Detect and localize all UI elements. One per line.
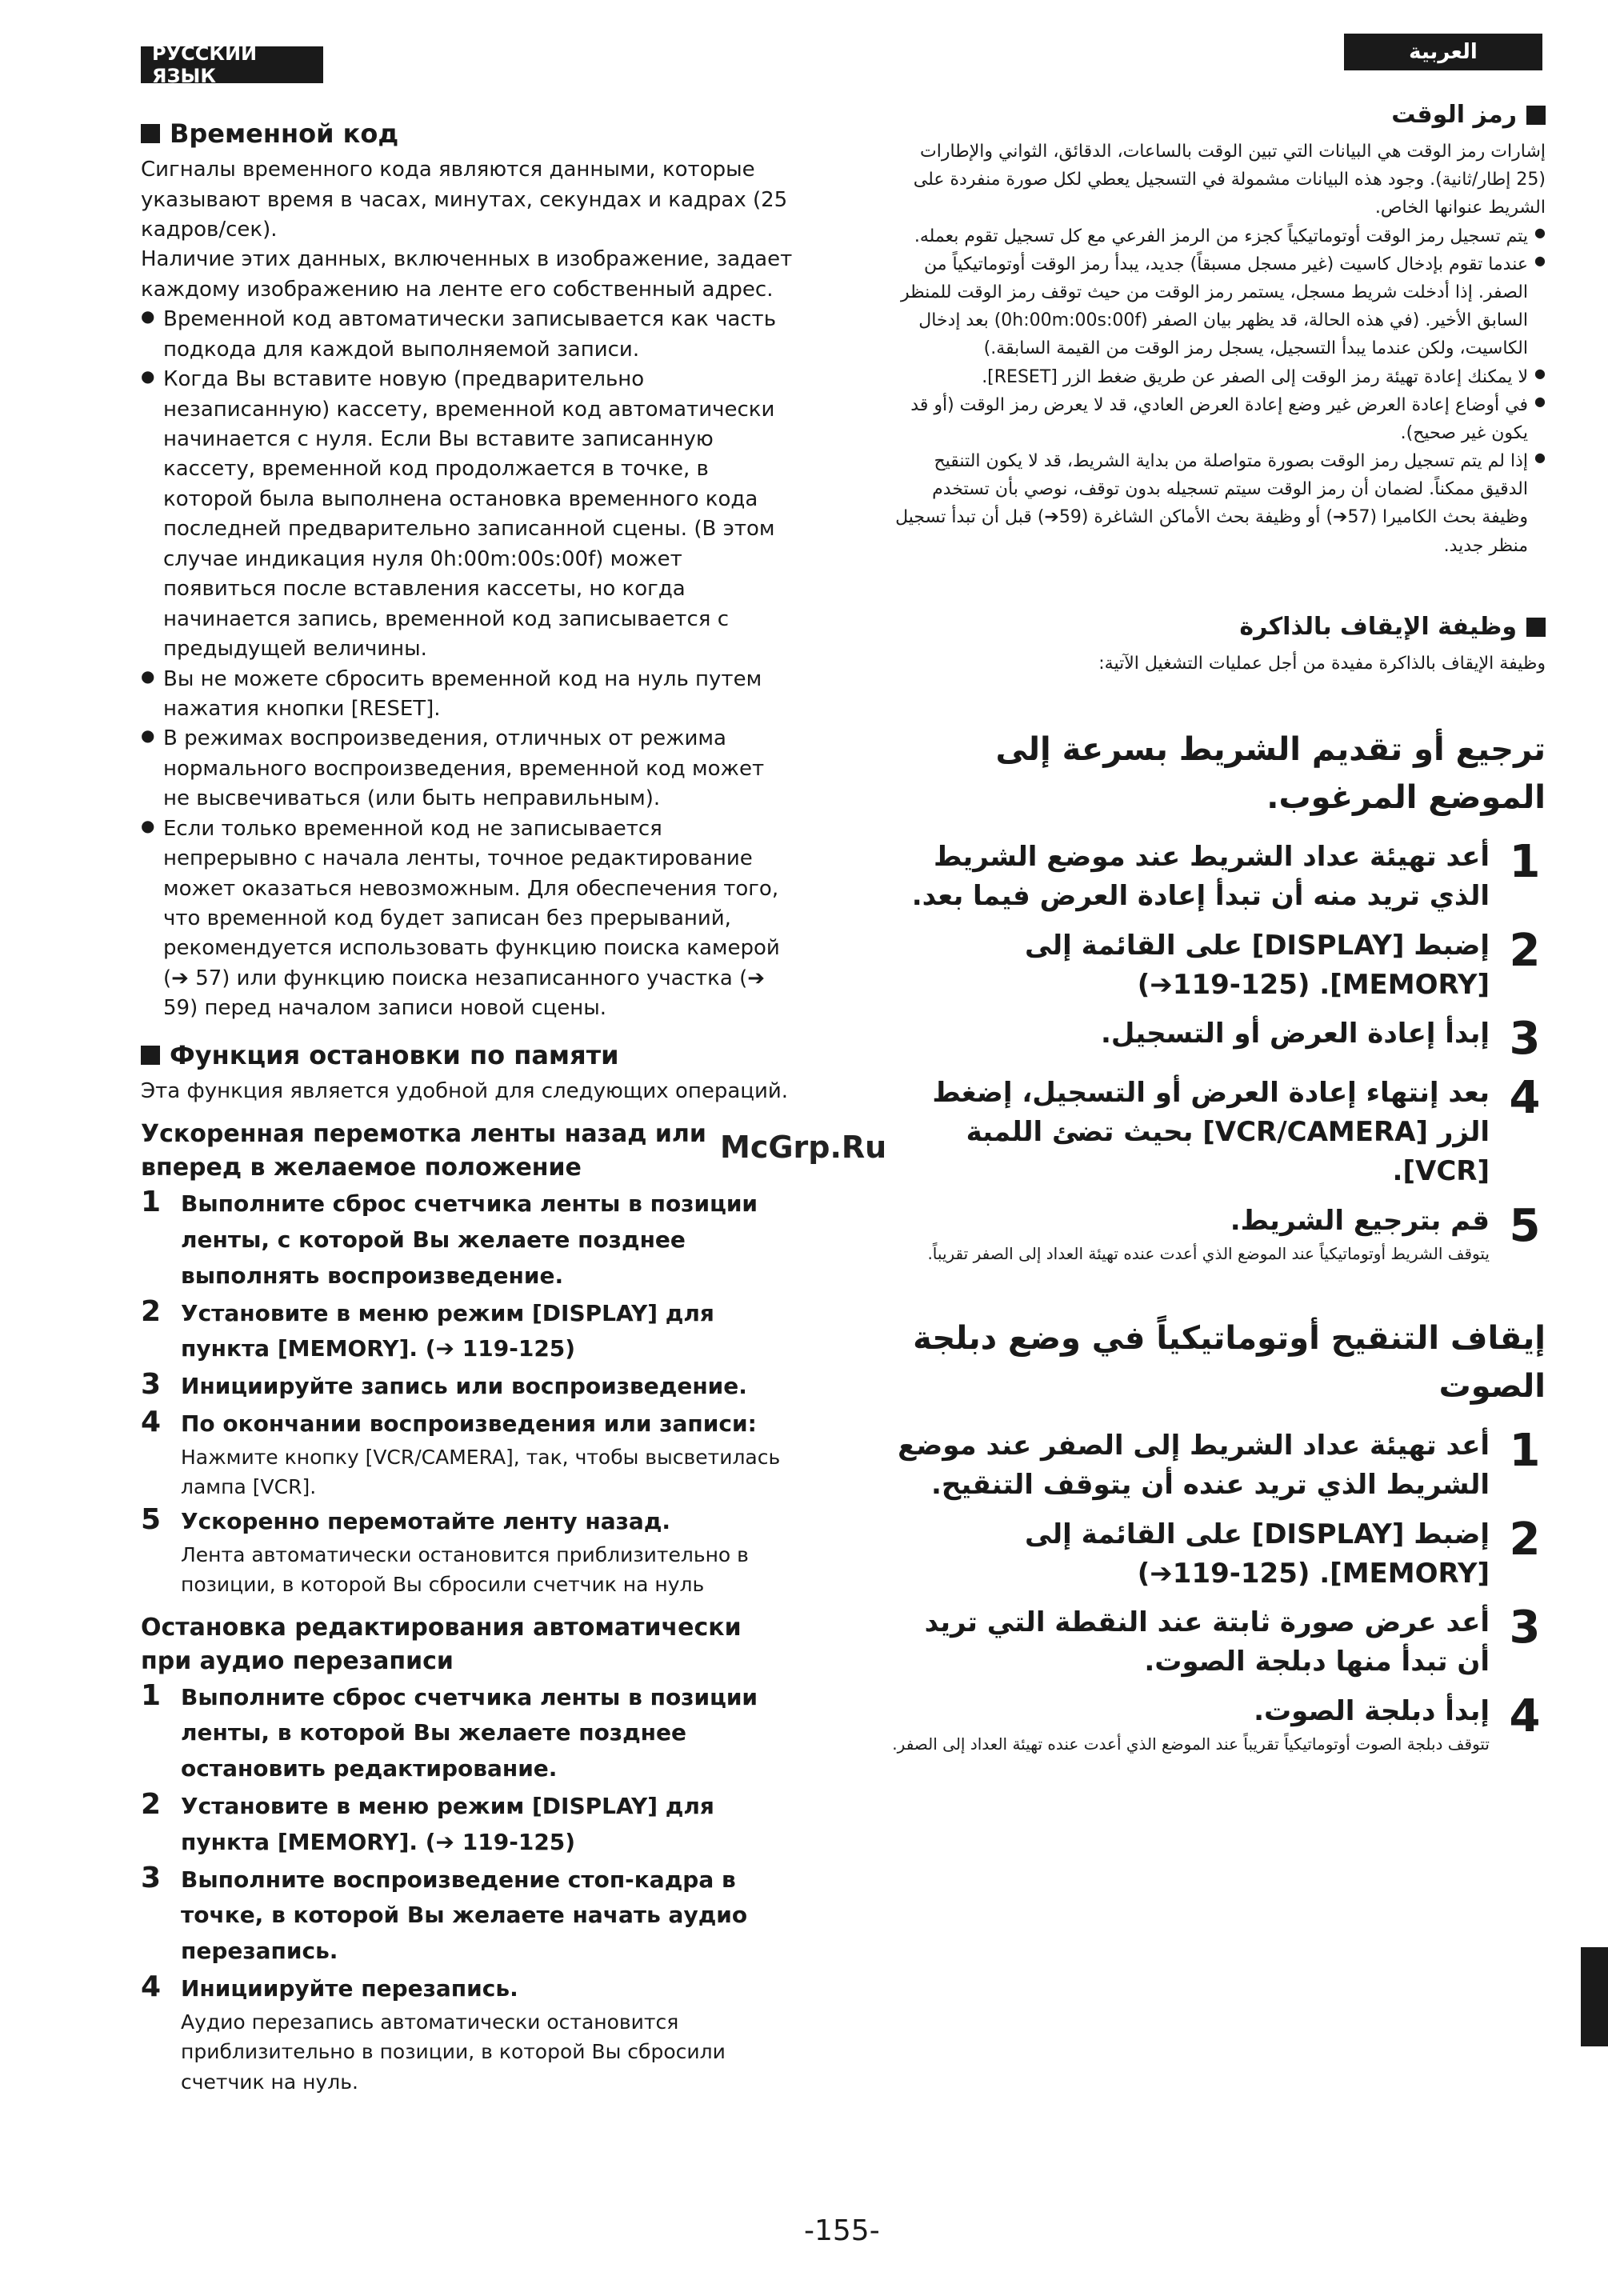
bullet-list — [888, 222, 1546, 560]
step-text: Установите в меню режим [DISPLAY] для пункта [MEMORY]. (➔ 119-125) — [181, 1793, 714, 1855]
language-tag-russian: РУССКИЙ ЯЗЫК — [141, 46, 323, 83]
step-number: 1 — [1509, 836, 1541, 888]
step-number: 3 — [1509, 1602, 1541, 1654]
step-text: Ускоренно перемотайте ленту назад. — [181, 1507, 671, 1534]
step-item — [888, 838, 1546, 917]
section-heading-time-code — [141, 115, 794, 152]
step-text: بعد إنتهاء إعادة العرض أو التسجيل، إضغط الزر [VCR/CAMERA] بحيث تضئ اللمبة [VCR]. — [932, 1076, 1490, 1188]
subsection-title: ترجيع أو تقديم الشريط بسرعة إلى الموضع المرغوب. — [995, 731, 1546, 816]
step-note: Лента автоматически остановится приблизительно в позиции, в которой Вы сбросили счетчик на нуль — [181, 1542, 749, 1597]
step-item — [888, 1199, 1546, 1266]
step-number: 4 — [1509, 1071, 1541, 1124]
step-item — [141, 1680, 794, 1787]
step-text: По окончании воспроизведения или записи: — [181, 1410, 757, 1438]
step-text: إضبط [DISPLAY] على القائمة إلى [MEMORY]. (119-125➔) — [1024, 929, 1490, 1001]
square-bullet-icon — [141, 124, 160, 143]
square-bullet-icon — [1526, 618, 1546, 637]
step-item — [141, 1406, 794, 1502]
step-note: تتوقف دبلجة الصوت أوتوماتيكياً تقريباً عند الموضع الذي أعدت عنده تهيئة العداد إلى الصفر. — [892, 1734, 1490, 1754]
step-number: 2 — [1509, 924, 1541, 977]
step-note: Аудио перезапись автоматически остановится приблизительно в позиции, в которой Вы сбросили счетчик на нуль. — [181, 2010, 726, 2094]
bullet-item: ● يتم تسجيل رمز الوقت أوتوماتيكياً كجزء من الرمز الفرعي مع كل تسجيل تقوم بعمله. — [888, 222, 1546, 250]
step-text: Выполните сброс счетчика ленты в позиции ленты, в которой Вы желаете позднее остановить редактирование. — [181, 1683, 758, 1782]
step-text: إبدأ دبلجة الصوت. — [1254, 1694, 1490, 1727]
step-text: أعد تهيئة عداد الشريط عند موضع الشريط الذي تريد منه أن تبدأ إعادة العرض فيما بعد. — [911, 841, 1490, 913]
step-text: إضبط [DISPLAY] على القائمة إلى [MEMORY]. (119-125➔) — [1024, 1518, 1490, 1590]
step-note: يتوقف الشريط أوتوماتيكياً عند الموضع الذي أعدت عنده تهيئة العداد إلى الصفر تقريباً. — [927, 1243, 1490, 1263]
step-number: 5 — [1509, 1199, 1541, 1252]
subsection-title: Ускоренная перемотка ленты назад или вперед в желаемое положение — [141, 1120, 706, 1182]
step-number: 2 — [141, 1788, 162, 1822]
paragraph: وظيفة الإيقاف بالذاكرة مفيدة من أجل عمليات التشغيل الآتية: — [1098, 653, 1546, 674]
step-number: 1 — [1509, 1424, 1541, 1477]
bullet-item: ● لا يمكنك إعادة تهيئة رمز الوقت إلى الصفر عن طريق ضغط الزر [RESET]. — [888, 363, 1546, 391]
page-number: -155- — [804, 2214, 880, 2247]
step-item — [141, 1186, 794, 1294]
square-bullet-icon — [141, 1046, 160, 1065]
paragraph: Наличие этих данных, включенных в изображение, задает каждому изображению на ленте его собственный адрес. — [141, 247, 793, 302]
bullet-item: ● في أوضاع إعادة العرض غير وضع إعادة العرض العادي، قد لا يعرض رمز الوقت (أو قد يكون غير صحيح). — [888, 391, 1546, 447]
section-title: Функция остановки по памяти — [170, 1039, 619, 1070]
step-item — [141, 1971, 794, 2097]
section-edge-marker — [1581, 1947, 1608, 2046]
step-text: أعد تهيئة عداد الشريط إلى الصفر عند موضع الشريط الذي تريد عنده أن يتوقف التنقيح. — [898, 1429, 1490, 1502]
steps-list — [141, 1680, 794, 2098]
section-title: رمز الوقت — [1391, 101, 1517, 129]
bullet-item: ● Временной код автоматически записывается как часть подкода для каждой выполняемой записи. — [141, 305, 794, 365]
section-heading-time-code-ar — [888, 96, 1546, 134]
step-number: 4 — [1509, 1690, 1541, 1742]
paragraph: إشارات رمز الوقت هي البيانات التي تبين الوقت بالساعات، الدقائق، الثواني والإطارات (25 إطار/ثانية). وجود هذه البيانات مشمولة في التسجيل يعطي لكل صورة منفردة على الشريط عنوانها الخاص. — [913, 142, 1546, 218]
step-item — [888, 1426, 1546, 1506]
step-item — [888, 1071, 1546, 1192]
step-item — [141, 1504, 794, 1600]
step-item — [888, 926, 1546, 1006]
step-number: 4 — [141, 1406, 162, 1439]
steps-list — [141, 1186, 794, 1599]
bullet-item: ● Если только временной код не записывается непрерывно с начала ленты, точное редактирование может оказаться невозможным. Для обеспечения того, что временной код будет записан без прерываний, рекомендуется использовать функцию поиска камерой (➔ 57) или функцию поиска незаписанного участка (➔ 59) перед началом записи новой сцены. — [141, 814, 794, 1024]
step-number: 5 — [141, 1502, 162, 1536]
step-number: 1 — [141, 1186, 162, 1219]
arabic-column — [888, 96, 1546, 1766]
step-item — [141, 1369, 794, 1405]
step-item — [141, 1296, 794, 1368]
section-heading-memory-stop-ar — [888, 608, 1546, 646]
steps-list — [888, 838, 1546, 1266]
step-number: 1 — [141, 1678, 162, 1712]
step-number: 3 — [141, 1861, 162, 1894]
step-item — [888, 1515, 1546, 1594]
section-title: Временной код — [170, 118, 399, 149]
step-number: 2 — [1509, 1513, 1541, 1566]
step-text: Выполните воспроизведение стоп-кадра в точке, в которой Вы желаете начать аудио перезапись. — [181, 1866, 748, 1965]
steps-list — [888, 1426, 1546, 1757]
watermark: McGrp.Ru — [720, 1130, 887, 1165]
bullet-item: ● إذا لم يتم تسجيل رمز الوقت بصورة متواصلة من بداية الشريط، قد لا يكون التنقيح الدقيق ممكناً. لضمان أن رمز الوقت سيتم تسجيله بدون توقف، نوصي بأن تستخدم وظيفة بحث الكاميرا (57➔) أو وظيفة بحث الأماكن الشاغرة (59➔) قبل أن تبدأ تسجيل منظر جديد. — [888, 447, 1546, 560]
step-number: 2 — [141, 1294, 162, 1328]
paragraph: Сигналы временного кода являются данными, которые указывают время в часах, минутах, секундах и кадрах (25 кадров/сек). — [141, 158, 788, 242]
bullet-item: ● Когда Вы вставите новую (предварительно незаписанную) кассету, временной код автоматически начинается с нуля. Если Вы вставите записанную кассету, временной код продолжается в точке, в которой была выполнена остановка временного кода последней предварительно записанной сцены. (В этом случае индикация нуля 0h:00m:00s:00f) может появиться после вставления кассеты, но когда начинается запись, временной код записывается с предыдущей величины. — [141, 365, 794, 664]
step-text: إبدأ إعادة العرض أو التسجيل. — [1100, 1018, 1490, 1050]
step-number: 4 — [141, 1970, 162, 2004]
subsection-title: إيقاف التنقيح أوتوماتيكياً في وضع دبلجة الصوت — [913, 1319, 1546, 1405]
step-text: Инициируйте запись или воспроизведение. — [181, 1373, 747, 1400]
bullet-item: ● عندما تقوم بإدخال كاسيت (غير مسجل مسبقاً) جديد، يبدأ رمز الوقت أوتوماتيكياً من الصفر. إذا أدخلت شريط مسجل، يستمر رمز الوقت من حيث توقف رمز الوقت للمنظر السابق الأخير. (في هذه الحالة، قد يظهر بيان الصفر (0h:00m:00s:00f) بعد إدخال الكاسيت، ولكن عندما يبدأ التسجيل، يسجل رمز الوقت من القيمة السابقة.) — [888, 250, 1546, 363]
step-text: Выполните сброс счетчика ленты в позиции ленты, с которой Вы желаете позднее выполнять воспроизведение. — [181, 1190, 758, 1289]
step-number: 3 — [1509, 1013, 1541, 1066]
section-heading-memory-stop — [141, 1037, 794, 1074]
section-title: وظيفة الإيقاف بالذاكرة — [1239, 612, 1517, 641]
bullet-item: ● Вы не можете сбросить временной код на нуль путем нажатия кнопки [RESET]. — [141, 665, 794, 725]
russian-column — [141, 115, 794, 2098]
step-text: قم بترجيع الشريط. — [1230, 1204, 1490, 1237]
bullet-list — [141, 305, 794, 1024]
step-text: أعد عرض صورة ثابتة عند النقطة التي تريد أن تبدأ منها دبلجة الصوت. — [924, 1606, 1490, 1678]
step-text: Установите в меню режим [DISPLAY] для пункта [MEMORY]. (➔ 119-125) — [181, 1299, 714, 1362]
step-note: Нажмите кнопку [VCR/CAMERA], так, чтобы высветилась лампа [VCR]. — [181, 1445, 781, 1499]
step-item — [888, 1692, 1546, 1757]
step-item — [141, 1789, 794, 1861]
language-tag-arabic: العربية — [1344, 34, 1542, 70]
step-number: 3 — [141, 1368, 162, 1402]
step-item — [888, 1014, 1546, 1064]
paragraph: Эта функция является удобной для следующих операций. — [141, 1078, 789, 1103]
square-bullet-icon — [1526, 106, 1546, 125]
bullet-item: ● В режимах воспроизведения, отличных от режима нормального воспроизведения, временной код может не высвечиваться (или быть неправильным). — [141, 724, 794, 814]
step-item — [888, 1603, 1546, 1682]
step-text: Инициируйте перезапись. — [181, 1975, 518, 2002]
step-item — [141, 1862, 794, 1970]
subsection-title: Остановка редактирования автоматически при аудио перезаписи — [141, 1613, 742, 1675]
